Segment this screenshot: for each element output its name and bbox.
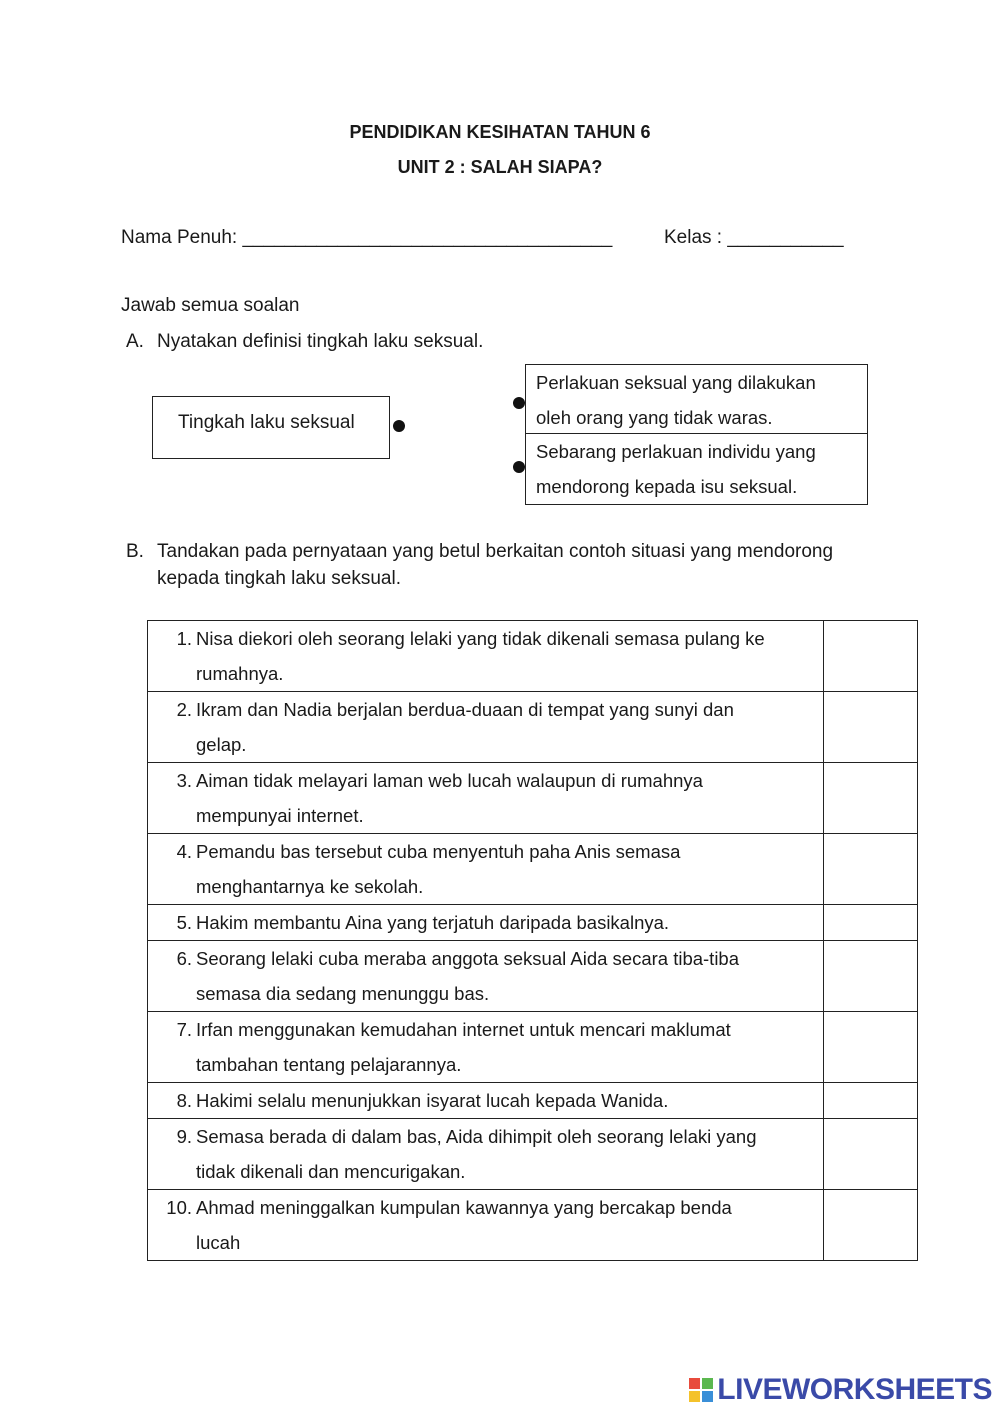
- table-row: [148, 1083, 918, 1119]
- statement-number: 8.: [176, 1090, 192, 1111]
- statement-text-line: rumahnya.: [196, 663, 284, 684]
- table-row: [148, 692, 918, 763]
- page-title: PENDIDIKAN KESIHATAN TAHUN 6: [349, 122, 651, 142]
- tick-cell[interactable]: [823, 905, 917, 941]
- option-1-line-1: Perlakuan seksual yang dilakukan: [536, 372, 816, 393]
- statement-text-line: Aiman tidak melayari laman web lucah walaupun di rumahnya: [196, 770, 703, 791]
- definition-option-1[interactable]: [525, 364, 868, 434]
- statement-cell: [148, 941, 824, 1012]
- statement-text-line: tidak dikenali dan mencurigakan.: [196, 1161, 466, 1182]
- statement-text-line: menghantarnya ke sekolah.: [196, 876, 424, 897]
- statement-number: 6.: [176, 948, 192, 969]
- tick-cell[interactable]: [823, 763, 917, 834]
- statement-number: 2.: [176, 699, 192, 720]
- statement-cell: [148, 1083, 824, 1119]
- statement-text-line: Seorang lelaki cuba meraba anggota seksual Aida secara tiba-tiba: [196, 948, 740, 969]
- tick-cell[interactable]: [823, 834, 917, 905]
- statement-text-line: lucah: [196, 1232, 241, 1253]
- table-row: [148, 834, 918, 905]
- section-b-prompt-line-2: kepada tingkah laku seksual.: [157, 568, 401, 589]
- tick-cell[interactable]: [823, 692, 917, 763]
- statement-number: 3.: [176, 770, 192, 791]
- table-row: [148, 905, 918, 941]
- statement-cell: [148, 692, 824, 763]
- table-row: [148, 1012, 918, 1083]
- name-field[interactable]: Nama Penuh: ___________________________________: [121, 227, 613, 248]
- statement-number: 10.: [166, 1197, 192, 1218]
- statement-text-line: semasa dia sedang menunggu bas.: [196, 983, 490, 1004]
- statement-cell: [148, 1119, 824, 1190]
- tick-cell[interactable]: [823, 1012, 917, 1083]
- section-b-prompt-line-1: Tandakan pada pernyataan yang betul berkaitan contoh situasi yang mendorong: [157, 541, 834, 562]
- option-1-line-2: oleh orang yang tidak waras.: [536, 407, 773, 428]
- term-box: [152, 396, 390, 459]
- tick-cell[interactable]: [823, 1083, 917, 1119]
- tick-cell[interactable]: [823, 1119, 917, 1190]
- statement-text-line: gelap.: [196, 734, 247, 755]
- option-2-line-1: Sebarang perlakuan individu yang: [536, 441, 816, 462]
- statement-number: 9.: [176, 1126, 192, 1147]
- table-row: [148, 1190, 918, 1261]
- liveworksheets-logo: [689, 1373, 992, 1407]
- section-a-prompt: Nyatakan definisi tingkah laku seksual.: [157, 331, 484, 352]
- section-b-label: B.: [126, 541, 144, 562]
- definition-option-2[interactable]: [525, 434, 868, 505]
- table-row: [148, 621, 918, 692]
- statement-number: 1.: [176, 628, 192, 649]
- option-2-line-2: mendorong kepada isu seksual.: [536, 476, 798, 497]
- statement-table: [147, 620, 918, 1261]
- statement-text-line: Semasa berada di dalam bas, Aida dihimpit oleh seorang lelaki yang: [196, 1126, 757, 1147]
- statement-cell: [148, 621, 824, 692]
- logo-text: LIVEWORKSHEETS: [717, 1373, 992, 1406]
- table-row: [148, 763, 918, 834]
- term-text: Tingkah laku seksual: [178, 412, 355, 433]
- statement-number: 7.: [176, 1019, 192, 1040]
- logo-blocks-icon: [689, 1378, 713, 1402]
- instruction: Jawab semua soalan: [121, 295, 300, 316]
- class-field[interactable]: Kelas : ___________: [664, 227, 844, 248]
- statement-number: 5.: [176, 912, 192, 933]
- statement-text-line: Pemandu bas tersebut cuba menyentuh paha Anis semasa: [196, 841, 681, 862]
- table-row: [148, 1119, 918, 1190]
- statement-cell: [148, 763, 824, 834]
- option-1-connector-dot[interactable]: [513, 397, 525, 409]
- statement-text-line: Hakim membantu Aina yang terjatuh daripada basikalnya.: [196, 912, 670, 933]
- statement-cell: [148, 1012, 824, 1083]
- statement-text-line: Ikram dan Nadia berjalan berdua-duaan di tempat yang sunyi dan: [196, 699, 734, 720]
- statement-text-line: Irfan menggunakan kemudahan internet untuk mencari maklumat: [196, 1019, 731, 1040]
- option-2-connector-dot[interactable]: [513, 461, 525, 473]
- tick-cell[interactable]: [823, 941, 917, 1012]
- section-a-label: A.: [126, 331, 144, 352]
- statement-text-line: Hakimi selalu menunjukkan isyarat lucah kepada Wanida.: [196, 1090, 669, 1111]
- statement-text-line: Nisa diekori oleh seorang lelaki yang tidak dikenali semasa pulang ke: [196, 628, 765, 649]
- tick-cell[interactable]: [823, 1190, 917, 1261]
- statement-cell: [148, 905, 824, 941]
- term-connector-dot[interactable]: [393, 420, 405, 432]
- statement-cell: [148, 1190, 824, 1261]
- page-subtitle: UNIT 2 : SALAH SIAPA?: [397, 157, 603, 177]
- tick-cell[interactable]: [823, 621, 917, 692]
- statement-cell: [148, 834, 824, 905]
- statement-text-line: tambahan tentang pelajarannya.: [196, 1054, 462, 1075]
- statement-number: 4.: [176, 841, 192, 862]
- statement-text-line: mempunyai internet.: [196, 805, 364, 826]
- statement-text-line: Ahmad meninggalkan kumpulan kawannya yang bercakap benda: [196, 1197, 732, 1218]
- table-row: [148, 941, 918, 1012]
